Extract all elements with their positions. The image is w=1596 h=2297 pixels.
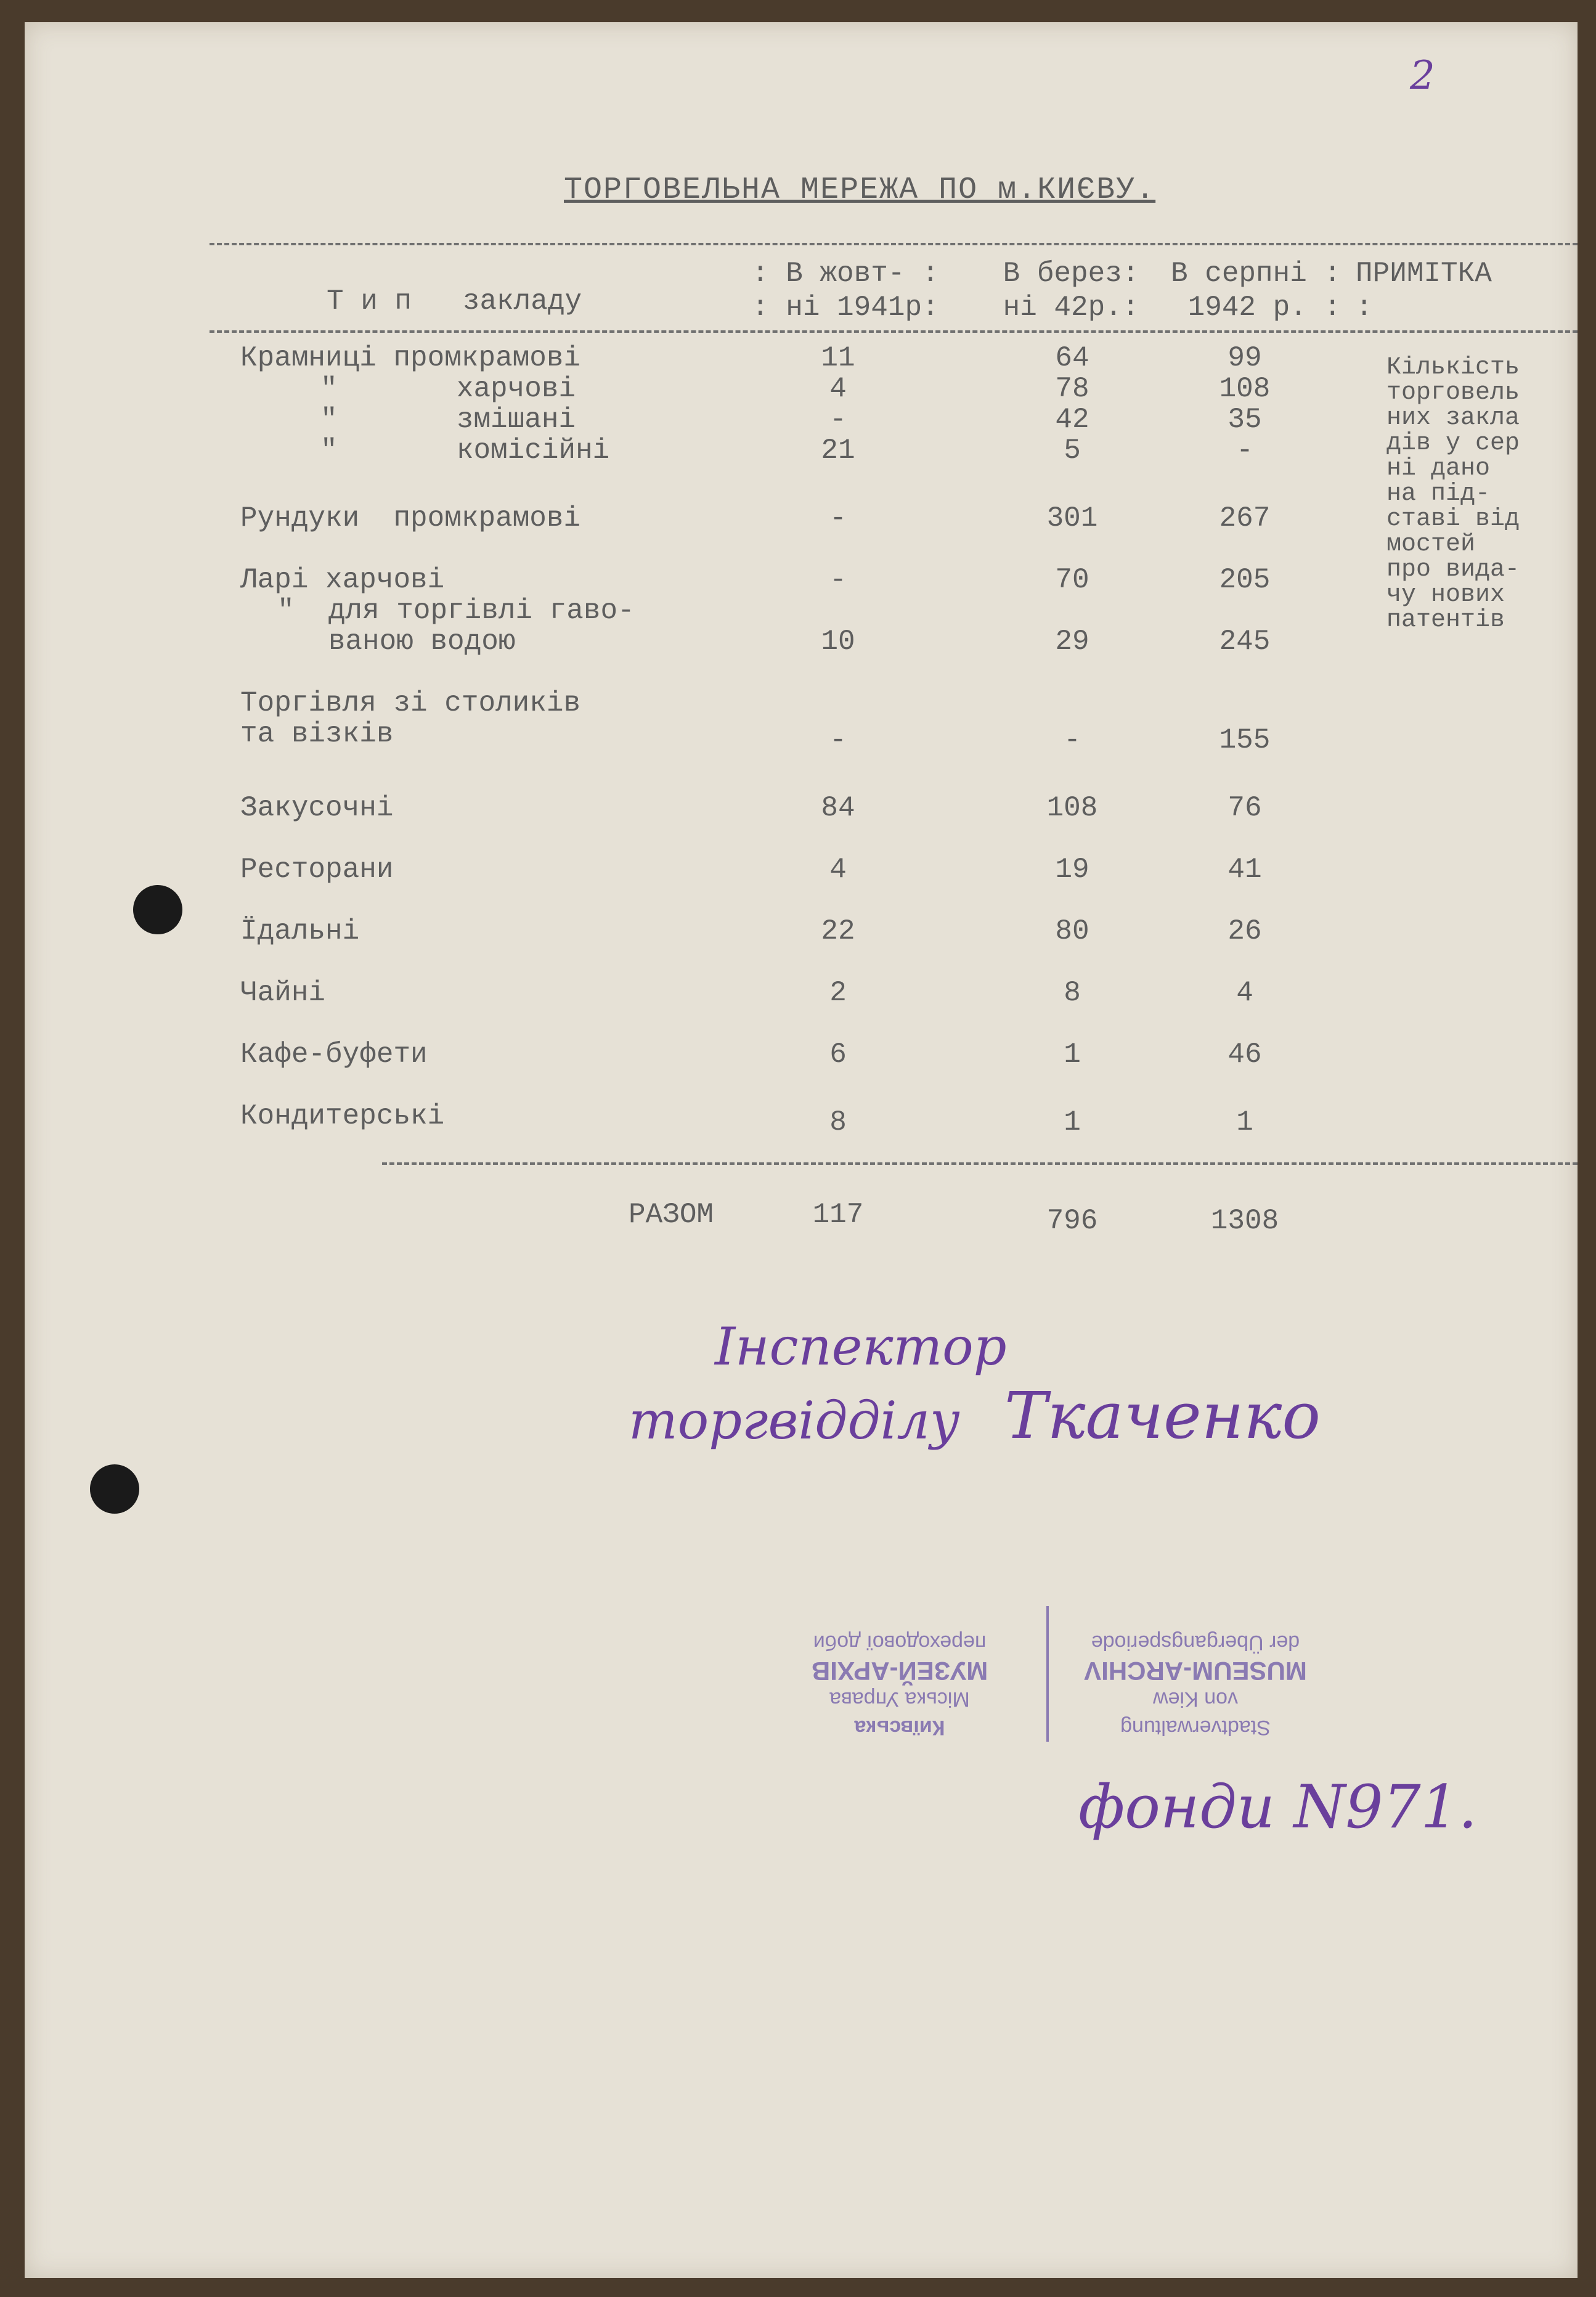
row-label: Крамниці промкрамові: [240, 342, 581, 374]
total-value-oct41: 117: [812, 1199, 864, 1231]
row-value-mar42: 108: [1046, 792, 1098, 824]
total-rule: [382, 1162, 1578, 1165]
archive-stamp: [758, 1600, 1337, 1742]
stamp-text: MUSEUM-ARCHIV: [1084, 1657, 1307, 1686]
header-col2-line2: ні 42р.:: [986, 292, 1139, 324]
stamp-text: der Übergangsperiode: [1091, 1631, 1300, 1654]
header-col3-line2: 1942 р. :: [1171, 292, 1342, 324]
header-col1-line1: : В жовт- :: [752, 258, 939, 290]
fond-note: фонди N971.: [1078, 1773, 1478, 1842]
row-value-mar42: 80: [1055, 915, 1089, 947]
stamp-text: Stadtverwaltung: [1120, 1716, 1271, 1739]
row-value-aug42: -: [1236, 435, 1253, 467]
signature-title-line1: Інспектор: [715, 1316, 1007, 1377]
signature-title-line2: торгвідділу: [629, 1390, 960, 1451]
document-title: ТОРГОВЕЛЬНА МЕРЕЖА ПО м.КИЄВУ.: [564, 173, 1156, 208]
row-value-mar42: 5: [1064, 435, 1081, 467]
row-value-oct41: 22: [821, 915, 855, 947]
row-value-oct41: 6: [829, 1038, 847, 1071]
row-value-aug42: 35: [1228, 404, 1262, 436]
header-bottom-rule: [210, 330, 1578, 333]
row-value-aug42: 76: [1228, 792, 1262, 824]
stamp-german-block: [1054, 1628, 1337, 1742]
row-value-mar42: 70: [1055, 564, 1089, 596]
row-value-mar42: 8: [1064, 977, 1081, 1009]
row-value-aug42: 99: [1228, 342, 1262, 374]
stamp-text: Міська Управа: [829, 1687, 970, 1711]
row-value-mar42: 19: [1055, 854, 1089, 886]
row-value-oct41: 11: [821, 342, 855, 374]
signature-name: Ткаченко: [1004, 1378, 1321, 1453]
row-value-oct41: -: [829, 502, 847, 534]
header-col1-line2: : ні 1941р:: [752, 292, 939, 324]
row-value-aug42: 1: [1236, 1106, 1253, 1138]
row-value-oct41: 8: [829, 1106, 847, 1138]
row-value-mar42: 1: [1064, 1106, 1081, 1138]
row-value-mar42: 78: [1055, 373, 1089, 405]
row-label: Торгівля зі столиків та візків: [240, 687, 581, 750]
total-label: РАЗОМ: [629, 1199, 714, 1231]
row-value-oct41: 84: [821, 792, 855, 824]
row-value-aug42: 4: [1236, 977, 1253, 1009]
row-label: Ларі харчові: [240, 564, 445, 596]
row-value-oct41: 4: [829, 854, 847, 886]
stamp-text: Київська: [854, 1716, 945, 1739]
row-label: Закусочні: [240, 792, 394, 824]
total-value-aug42: 1308: [1210, 1205, 1279, 1237]
page-number: 2: [1410, 53, 1435, 99]
row-value-aug42: 205: [1219, 564, 1271, 596]
row-value-oct41: 4: [829, 373, 847, 405]
total-value-mar42: 796: [1046, 1205, 1098, 1237]
row-value-aug42: 41: [1228, 854, 1262, 886]
row-value-aug42: 245: [1219, 626, 1271, 658]
row-value-oct41: 21: [821, 435, 855, 467]
row-value-oct41: 2: [829, 977, 847, 1009]
row-value-aug42: 267: [1219, 502, 1271, 534]
row-value-mar42: -: [1064, 724, 1081, 756]
row-value-aug42: 46: [1228, 1038, 1262, 1071]
header-col2-line1: В берез:: [986, 258, 1139, 290]
row-value-mar42: 64: [1055, 342, 1089, 374]
punch-hole: [90, 1464, 139, 1514]
punch-hole: [133, 885, 182, 934]
header-col3-line1: В серпні :: [1171, 258, 1342, 290]
header-note: ПРИМІТКА: [1356, 258, 1492, 290]
row-value-oct41: -: [829, 724, 847, 756]
row-value-mar42: 1: [1064, 1038, 1081, 1071]
row-label: Кафе-буфети: [240, 1038, 428, 1071]
row-label: " харчові: [320, 373, 576, 405]
document-page: [25, 22, 1578, 2278]
row-value-oct41: -: [829, 404, 847, 436]
header-note-colon: :: [1356, 292, 1373, 324]
row-label: " для торгівлі гаво- ваною водою: [277, 595, 635, 658]
stamp-text: МУЗЕЙ-АРХІВ: [811, 1657, 988, 1686]
row-value-oct41: -: [829, 564, 847, 596]
row-label: Їдальні: [240, 915, 360, 947]
row-label: Ресторани: [240, 854, 394, 886]
note-text: Кількість торговель них закла дів у сер ні дано на під- ставі від мостей про вида- чу нових патентів: [1386, 354, 1520, 634]
row-label: " комісійні: [320, 435, 610, 467]
row-value-mar42: 42: [1055, 404, 1089, 436]
row-value-aug42: 26: [1228, 915, 1262, 947]
row-value-aug42: 155: [1219, 724, 1271, 756]
header-top-rule: [210, 243, 1578, 245]
row-value-mar42: 29: [1055, 626, 1089, 658]
stamp-ukrainian-block: [758, 1628, 1041, 1742]
row-value-aug42: 108: [1219, 373, 1271, 405]
stamp-text: переходової доби: [813, 1631, 987, 1654]
row-label: Кондитерські: [240, 1100, 445, 1132]
row-label: Рундуки промкрамові: [240, 502, 581, 534]
row-value-oct41: 10: [821, 626, 855, 658]
row-value-mar42: 301: [1046, 502, 1098, 534]
row-label: Чайні: [240, 977, 326, 1009]
stamp-divider: [1046, 1606, 1049, 1742]
row-label: " змішані: [320, 404, 576, 436]
header-type-label: Т и п закладу: [327, 285, 582, 317]
stamp-text: von Kiew: [1153, 1687, 1238, 1711]
